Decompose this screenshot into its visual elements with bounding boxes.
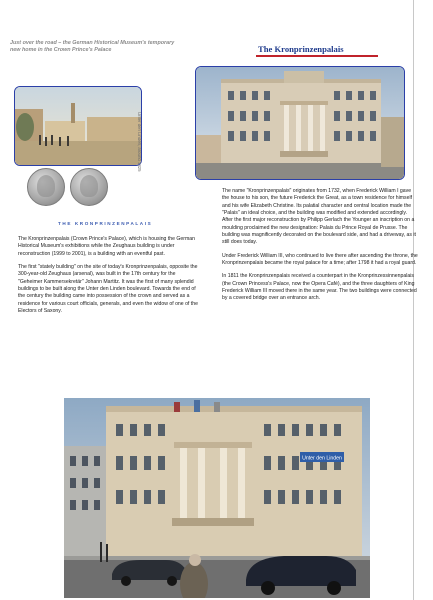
paragraph: The name "Kronprinzenpalais" originates from 1732, when Frederick William I gave the house to his son, the future Frederick the Great, as a town residence for himself and his wife Elizabeth Christine. Its palatial character and central location made the "Palais" an ideal choice, and the building was modified and extended accordingly. After the first major reconstruction by Philipp Gerlach the Younger an inscription on a moulding proclaimed the new designation: Palais du Prince Royal de Prusse. The building was magnificently decorated on the boulevard side, and had a driveway, as it still does today. xyxy=(222,188,416,246)
paragraph: The Kronprinzenpalais (Crown Prince's Palace), which is housing the German Historical Museum's exhibitions while the Zeughaus building is under reconstruction (1999 to 2001), is a building with an eventful past. xyxy=(18,236,195,257)
coin-portrait xyxy=(37,175,55,197)
left-column-text xyxy=(18,236,201,321)
street-sign-text: Unter den Linden xyxy=(302,455,342,462)
paragraph: Under Frederick William III, who continued to live there after ascending the throne, the Kronprinzenpalais became the royal palace for a time; after 1798 it had a royal guard. xyxy=(222,252,418,267)
coin-portrait xyxy=(80,175,98,197)
section-title: The Kronprinzenpalais xyxy=(258,44,344,54)
intro-caption: Just over the road – the German Historical Museum's temporary new home in the Crown Prince's Palace xyxy=(10,40,175,53)
paragraph: In 1811 the Kronprinzenpalais received a counterpart in the Kronprinzessinnenpalais (the Crown Princess's Palace, now the Opera Café), and the three daughters of King Frederick William III moved there in the same year. The two buildings were connected by a covered bridge over an entrance arch. xyxy=(222,273,417,302)
medal-coin-back xyxy=(70,168,108,206)
palace-facade-photo xyxy=(195,66,405,180)
historic-painting xyxy=(14,86,142,166)
right-column-text xyxy=(222,188,418,309)
painting-caption: Unter den Linden, around 1825 xyxy=(137,112,142,172)
title-underline xyxy=(256,55,378,57)
paragraph: The first "stately building" on the site of today's Kronprinzenpalais, opposite the 300-year-old Zeughaus (arsenal), was built in the 17th century for the "Geheimer Kammersekretär" Johann Martitz. It was the first of many splendid buildings to be built along the Unter den Linden boulevard. Towards the end of the century the building came into possession of the crown and served as a residence for various court officials, generals, and even the widow of one of the Electors of Saxony. xyxy=(18,264,198,315)
section-label: THE KRONPRINZENPALAIS xyxy=(58,221,153,226)
street-view-photo xyxy=(64,398,370,598)
medal-coin-front xyxy=(27,168,65,206)
